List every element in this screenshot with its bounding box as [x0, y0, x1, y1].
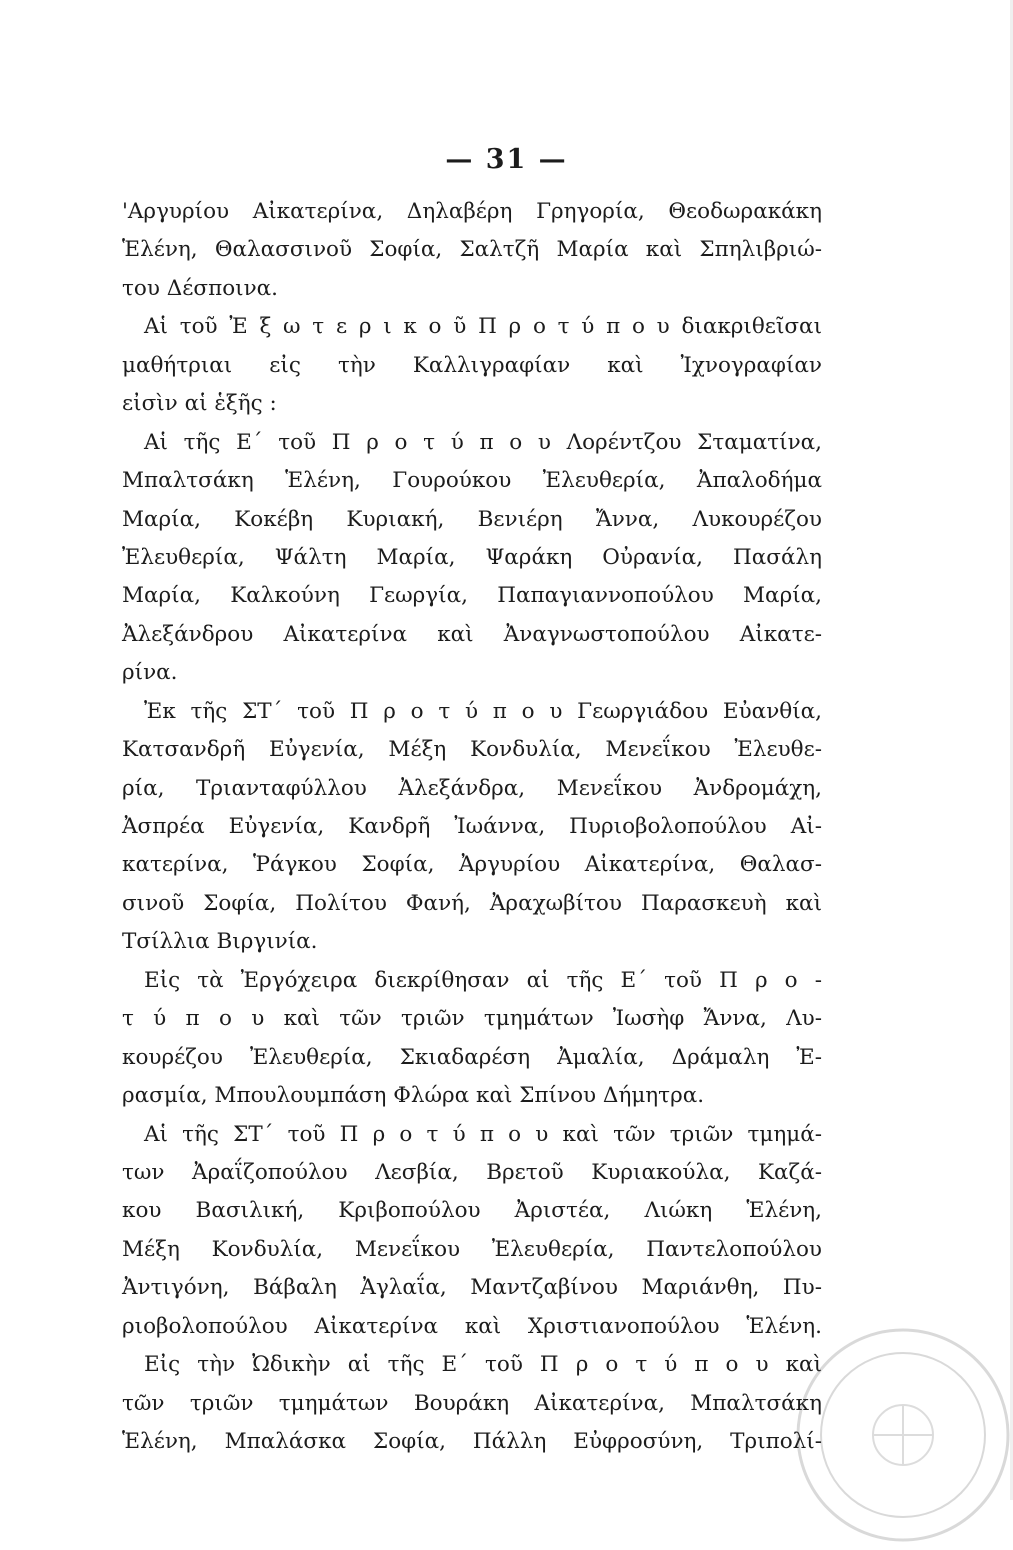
text-line: Ἀντιγόνη, Βάβαλη Ἀγλαΐα, Μαντζαβίνου Μαριάνθη, Πυ-: [122, 1275, 822, 1301]
body-text: [122, 193, 822, 1461]
text-line: μαθήτριαι εἰς τὴν Καλλιγραφίαν καὶ Ἰχνογραφίαν: [122, 352, 822, 378]
text-line: των Ἀραΐζοπούλου Λεσβία, Βρετοῦ Κυριακούλα, Καζά-: [122, 1159, 822, 1185]
text-line: Μπαλτσάκη Ἑλένη, Γουρούκου Ἐλευθερία, Ἀπαλοδήμα: [122, 468, 822, 494]
text-line: Ἀλεξάνδρου Αἰκατερίνα καὶ Ἀναγνωστοπούλου Αἰκατε-: [122, 621, 822, 647]
text-line: 'Αργυρίου Αἰκατερίνα, Δηλαβέρη Γρηγορία, Θεοδωρακάκη: [122, 199, 822, 224]
text-line: ριοβολοπούλου Αἰκατερίνα καὶ Χριστιανοπούλου Ἑλένη.: [122, 1313, 822, 1339]
text-line: Μαρία, Κοκέβη Κυριακή, Βενιέρη Ἄννα, Λυκουρέζου: [122, 506, 822, 532]
text-line: κατερίνα, Ῥάγκου Σοφία, Ἀργυρίου Αἰκατερίνα, Θαλασ-: [122, 852, 822, 878]
text-line: Μέξη Κονδυλία, Μενεΐκου Ἐλευθερία, Παντελοπούλου: [122, 1236, 822, 1262]
text-line: Ἑλένη, Μπαλάσκα Σοφία, Πάλλη Εὐφροσύνη, Τριπολί-: [122, 1429, 822, 1454]
text-line: Τσίλλια Βιργινία.: [122, 929, 318, 955]
text-line: τ ύ π ο υ καὶ τῶν τριῶν τμημάτων Ἰωσὴφ Ἄννα, Λυ-: [122, 1006, 822, 1032]
text-line: ρασμία, Μπουλουμπάση Φλώρα καὶ Σπίνου Δήμητρα.: [122, 1083, 705, 1109]
text-line: Κατσανδρῆ Εὐγενία, Μέξη Κονδυλία, Μενεΐκου Ἐλευθε-: [122, 737, 822, 763]
text-line: Αἱ τῆς ΣΤ΄ τοῦ Π ρ ο τ ύ π ο υ καὶ τῶν τριῶν τμημά-: [144, 1121, 822, 1147]
text-line: ρίνα.: [122, 660, 178, 686]
text-line: Ἐλευθερία, Ψάλτη Μαρία, Ψαράκη Οὐρανία, Πασάλη: [122, 544, 822, 570]
text-line: Ἑλένη, Θαλασσινοῦ Σοφία, Σαλτζῆ Μαρία καὶ Σπηλιβριώ-: [122, 237, 822, 263]
text-line: τῶν τριῶν τμημάτων Βουράκη Αἰκατερίνα, Μπαλτσάκη: [122, 1390, 822, 1416]
text-line: του Δέσποινα.: [122, 275, 279, 301]
page-number: — 31 —: [445, 144, 568, 175]
text-line: σινοῦ Σοφία, Πολίτου Φανή, Ἀραχωβίτου Παρασκευὴ καὶ: [122, 890, 822, 916]
text-line: Ἐκ τῆς ΣΤ΄ τοῦ Π ρ ο τ ύ π ο υ Γεωργιάδου Εὐανθία,: [144, 698, 822, 724]
text-line: Αἱ τοῦ Ἐ ξ ω τ ε ρ ι κ ο ῦ Π ρ ο τ ύ π ο υ διακριθεῖσαι: [144, 314, 822, 340]
text-line: Εἰς τὴν Ὠδικὴν αἱ τῆς Ε΄ τοῦ Π ρ ο τ ύ π ο υ καὶ: [144, 1352, 822, 1378]
text-line: Εἰς τὰ Ἐργόχειρα διεκρίθησαν αἱ τῆς Ε΄ τοῦ Π ρ ο -: [144, 967, 822, 993]
text-line: κουρέζου Ἐλευθερία, Σκιαδαρέση Ἀμαλία, Δράμαλη Ἐ-: [122, 1044, 822, 1070]
text-line: κου Βασιλική, Κριβοπούλου Ἀριστέα, Λιώκη Ἑλένη,: [122, 1198, 822, 1224]
library-stamp-icon: [788, 1320, 1013, 1550]
text-line: εἰσὶν αἱ ἑξῆς :: [122, 391, 277, 417]
text-line: Αἱ τῆς Ε΄ τοῦ Π ρ ο τ ύ π ο υ Λορέντζου Σταματίνα,: [144, 429, 822, 455]
text-line: ρία, Τριανταφύλλου Ἀλεξάνδρα, Μενεΐκου Ἀνδρομάχη,: [122, 775, 822, 801]
text-line: Ἀσπρέα Εὐγενία, Κανδρῆ Ἰωάννα, Πυριοβολοπούλου Αἰ-: [122, 814, 822, 839]
text-line: Μαρία, Καλκούνη Γεωργία, Παπαγιαννοπούλου Μαρία,: [122, 583, 822, 609]
